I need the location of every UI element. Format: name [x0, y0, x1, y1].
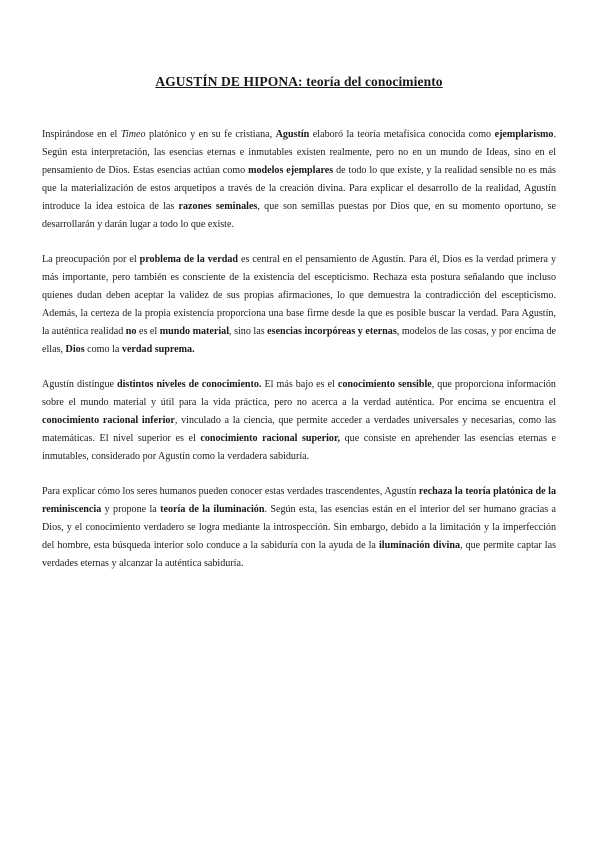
p3-text: que consiste en aprehender las esencias eternas e inmutables, considerado por Agustín como la verdadera sabiduría. [42, 433, 556, 462]
p2-bold: esencias incorpóreas y eternas [267, 326, 397, 337]
p3-bold: distintos niveles de conocimiento. [117, 379, 262, 390]
paragraph-niveles [42, 376, 556, 466]
p2-bold: no [125, 326, 137, 337]
p2-text: es el [136, 326, 160, 337]
p4-text: . Según esta, las esencias están en el interior del ser humano gracias a Dios, y el conocimiento verdadero se logra mediante la introspección. Sin embargo, debido a la limitación y la imperfección del hombre, esta búsqueda interior solo conduce a la sabiduría con la ayuda de la [42, 504, 556, 551]
p4-bold: iluminación divina [378, 540, 460, 551]
p4-text: Para explicar cómo los seres humanos pueden conocer estas verdades trascendentes, Agustín [42, 486, 419, 497]
p2-bold: Dios [65, 344, 85, 355]
p1-bold: ejemplarismo [494, 129, 554, 140]
p4-text: y propone la [101, 504, 161, 515]
paragraph-ejemplarismo [42, 126, 556, 234]
p4-text: , que permite captar las verdades eternas y alcanzar la auténtica sabiduría. [42, 540, 556, 569]
p4-bold: teoría de la iluminación [160, 504, 265, 515]
paragraph-verdad [42, 251, 556, 359]
p2-text: , modelos de las cosas, y por encima de ellas, [42, 326, 557, 355]
p1-bold: modelos ejemplares [248, 165, 334, 176]
p2-text: como la [84, 344, 122, 355]
p4-bold: rechaza la teoría platónica de la reminiscencia [42, 486, 556, 515]
p1-text: , que son semillas puestas por Dios que, en su momento oportuno, se desarrollarán y darán lugar a todo lo que existe. [42, 201, 556, 230]
p2-bold: mundo material [159, 326, 230, 337]
p2-text: , sino las [229, 326, 268, 337]
p1-text: . Según esta interpretación, las esencias eternas e inmutables existen realmente, pero no en un mundo de Ideas, sino en el pensamiento de Dios. Estas esencias actúan como [42, 129, 556, 176]
p2-text: es central en el pensamiento de Agustín. Para él, Dios es la verdad primera y más importante, pero también es consciente de la existencia del escepticismo. Rechaza esta postura señalando que incluso quienes dudan deben aceptar la validez de sus propias afirmaciones, lo que demuestra la contradicción del escepticismo. Además, la certeza de la propia existencia proporciona una base firme desde la que es posible buscar la verdad. Para Agustín, la auténtica realidad [42, 254, 556, 337]
p3-text: Agustín distingue [42, 379, 118, 390]
p1-text: elaboró la teoría metafísica conocida como [309, 129, 495, 140]
paragraph-iluminacion [42, 483, 556, 573]
p3-bold: conocimiento sensible [337, 379, 432, 390]
p1-bold: Agustín [275, 129, 310, 140]
p2-text: La preocupación por el [42, 254, 140, 265]
p3-bold: conocimiento racional superior, [200, 433, 341, 444]
page-title: AGUSTÍN DE HIPONA: teoría del conocimiento [155, 74, 443, 89]
p3-text: , que proporciona información sobre el mundo material y útil para la vida práctica, pero no acerca a la verdad auténtica. Por encima se encuentra el [42, 379, 556, 408]
p1-bold: razones seminales [178, 201, 258, 212]
p1-emphasis: Timeo [120, 129, 146, 140]
p2-bold: verdad suprema. [121, 344, 195, 355]
p3-text: , vinculado a la ciencia, que permite acceder a verdades universales y necesarias, como las matemáticas. El nivel superior es el [42, 415, 556, 444]
p1-text: Inspirándose en el [42, 129, 121, 140]
p3-bold: conocimiento racional inferior [42, 415, 175, 426]
p1-text: de todo lo que existe, y la realidad sensible no es más que la materialización de estos arquetipos a través de la creación divina. Para explicar el desarrollo de la realidad, Agustín introduce la idea estoica de las [42, 165, 556, 212]
p1-text: platónico y en su fe cristiana, [145, 129, 276, 140]
p3-text: El más bajo es el [261, 379, 338, 390]
p2-bold: problema de la verdad [139, 254, 239, 265]
